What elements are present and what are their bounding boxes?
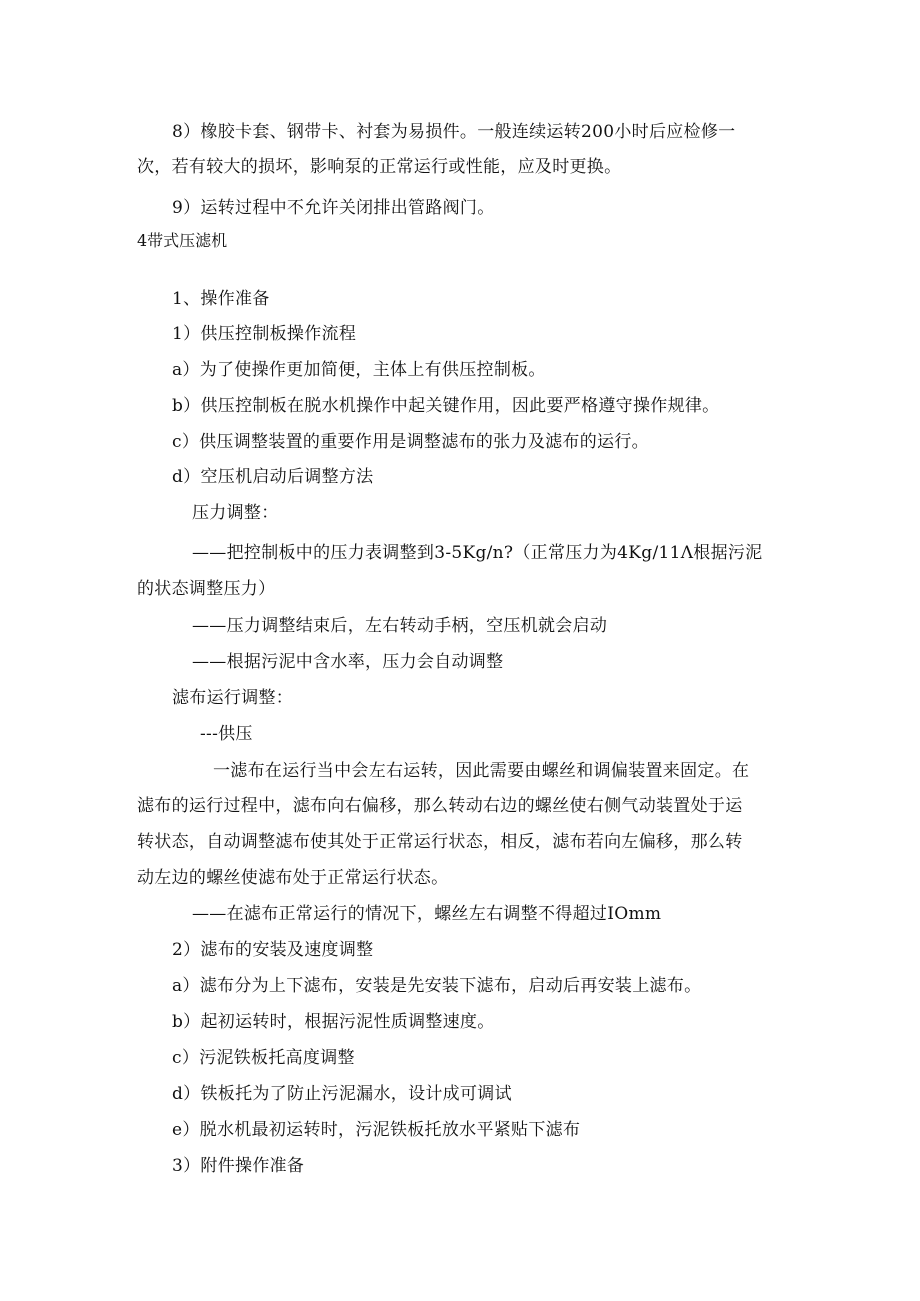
- supply-panel-item-b: b）供压控制板在脱水机操作中起关键作用，因此要严格遵守操作规律。: [172, 396, 720, 416]
- para-9: 9）运转过程中不允许关闭排出管路阀门。: [172, 198, 495, 218]
- pressure-adjust-item-3: ——根据污泥中含水率，压力会自动调整: [192, 652, 504, 672]
- cloth-adjust-para-line-4: 动左边的螺丝使滤布处于正常运行状态。: [137, 868, 449, 888]
- cloth-install-title: 2）滤布的安装及速度调整: [172, 940, 374, 960]
- supply-panel-item-c: c）供压调整装置的重要作用是调整滤布的张力及滤布的运行。: [172, 432, 649, 452]
- pressure-adjust-item-1-line-2: 的状态调整压力）: [137, 579, 276, 599]
- supply-panel-title: 1）供压控制板操作流程: [172, 324, 357, 344]
- pressure-adjust-item-2: ——压力调整结束后，左右转动手柄，空压机就会启动: [192, 616, 608, 636]
- cloth-adjust-label: 滤布运行调整：: [172, 688, 294, 708]
- operation-prep-heading: 1、操作准备: [172, 289, 270, 309]
- section-title: 4带式压滤机: [137, 231, 228, 250]
- pressure-adjust-item-1-line-1: ——把控制板中的压力表调整到3-5Kg/n?（正常压力为4Kg/11Λ根据污泥: [192, 543, 763, 563]
- cloth-adjust-para-line-1: 一滤布在运行当中会左右运转，因此需要由螺丝和调偏装置来固定。在: [213, 761, 750, 781]
- cloth-install-item-b: b）起初运转时，根据污泥性质调整速度。: [172, 1012, 495, 1032]
- cloth-install-item-a: a）滤布分为上下滤布，安装是先安装下滤布，启动后再安装上滤布。: [172, 976, 702, 996]
- cloth-install-item-c: c）污泥铁板托高度调整: [172, 1048, 355, 1068]
- pressure-adjust-label: 压力调整：: [192, 503, 279, 523]
- para-8-line-1: 8）橡胶卡套、钢带卡、衬套为易损件。一般连续运转200小时后应检修一: [172, 122, 736, 142]
- cloth-adjust-para-line-3: 转状态，自动调整滤布使其处于正常运行状态，相反，滤布若向左偏移，那么转: [137, 832, 743, 852]
- cloth-install-item-e: e）脱水机最初运转时，污泥铁板托放水平紧贴下滤布: [172, 1120, 581, 1140]
- cloth-adjust-para-line-2: 滤布的运行过程中，滤布向右偏移，那么转动右边的螺丝使右侧气动装置处于运: [137, 796, 743, 816]
- supply-panel-item-d: d）空压机启动后调整方法: [172, 467, 374, 487]
- cloth-install-item-d: d）铁板托为了防止污泥漏水，设计成可调试: [172, 1084, 512, 1104]
- supply-panel-item-a: a）为了使操作更加简便，主体上有供压控制板。: [172, 360, 546, 380]
- cloth-adjust-limit: ——在滤布正常运行的情况下，螺丝左右调整不得超过IOmm: [192, 904, 662, 924]
- cloth-adjust-supply: ---供压: [200, 724, 253, 744]
- para-8-line-2: 次，若有较大的损坏，影响泵的正常运行或性能，应及时更换。: [137, 157, 622, 177]
- accessory-prep-title: 3）附件操作准备: [172, 1156, 305, 1176]
